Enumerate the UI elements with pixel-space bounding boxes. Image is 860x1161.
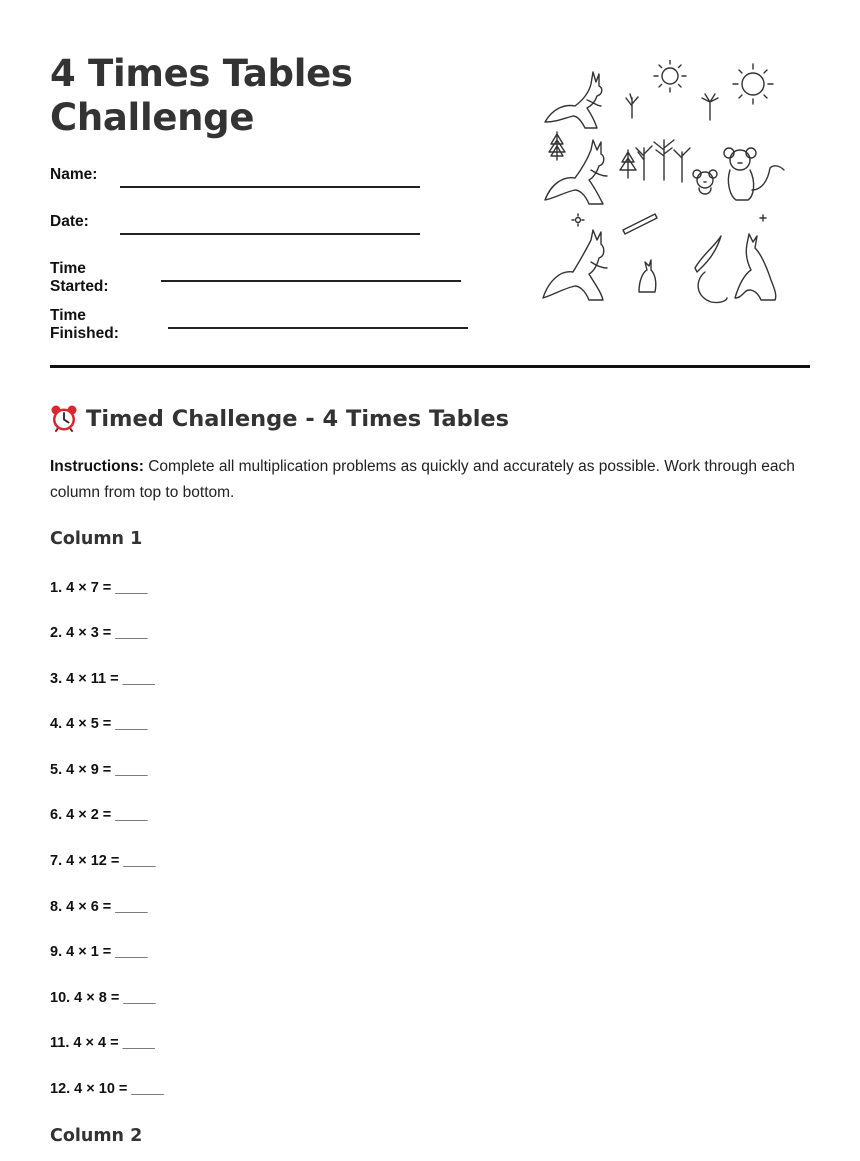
- problem-item: 5. 4 × 9 = ____: [50, 762, 148, 778]
- section-title-text: Timed Challenge - 4 Times Tables: [86, 406, 510, 432]
- problem-item: 4. 4 × 5 = ____: [50, 716, 148, 732]
- australian-animals-illustration: [535, 60, 790, 310]
- kangaroo-icon: [639, 260, 656, 292]
- section-heading: [50, 404, 509, 432]
- date-label: Date:: [50, 213, 89, 230]
- sun-icon: [733, 64, 773, 104]
- column-2-title: Column 2: [50, 1126, 143, 1146]
- name-line[interactable]: [120, 186, 420, 188]
- tree-icon: [626, 94, 718, 120]
- alarm-clock-icon: [50, 404, 78, 432]
- problem-item: 9. 4 × 1 = ____: [50, 944, 148, 960]
- koala-icon: [693, 170, 717, 194]
- sun-icon: [760, 215, 766, 221]
- time-started-label: Time Started:: [50, 260, 109, 295]
- problem-item: 7. 4 × 12 = ____: [50, 853, 156, 869]
- time-started-line[interactable]: [161, 280, 461, 282]
- problem-item: 3. 4 × 11 = ____: [50, 671, 155, 687]
- date-line[interactable]: [120, 233, 420, 235]
- instructions-text: Complete all multiplication problems as quickly and accurately as possible. Work through each column from top to bottom.: [50, 458, 795, 501]
- kangaroo-icon: [735, 234, 776, 300]
- boomerang-icon: [695, 236, 727, 303]
- boomerang-icon: [623, 214, 657, 234]
- problem-item: 1. 4 × 7 = ____: [50, 580, 148, 596]
- section-divider: [50, 365, 810, 368]
- time-finished-line[interactable]: [168, 327, 468, 329]
- name-label: Name:: [50, 166, 98, 183]
- kangaroo-icon: [543, 230, 607, 300]
- title-line-1: 4 Times Tables: [50, 52, 353, 95]
- instructions-paragraph: [50, 454, 810, 506]
- problem-item: 6. 4 × 2 = ____: [50, 807, 148, 823]
- kangaroo-icon: [545, 72, 602, 128]
- column-1-title: Column 1: [50, 529, 143, 549]
- problem-item: 8. 4 × 6 = ____: [50, 899, 148, 915]
- sun-icon: [654, 60, 686, 92]
- problem-item: 11. 4 × 4 = ____: [50, 1035, 155, 1051]
- sun-icon: [572, 214, 584, 226]
- problem-item: 12. 4 × 10 = ____: [50, 1081, 164, 1097]
- instructions-label: Instructions:: [50, 458, 144, 475]
- time-finished-label: Time Finished:: [50, 307, 119, 342]
- tree-icon: [549, 132, 565, 160]
- problem-item: 10. 4 × 8 = ____: [50, 990, 156, 1006]
- tree-icon: [620, 140, 690, 182]
- problem-item: 2. 4 × 3 = ____: [50, 625, 148, 641]
- worksheet-title: [50, 52, 353, 140]
- koala-icon: [724, 148, 784, 200]
- title-line-2: Challenge: [50, 96, 255, 139]
